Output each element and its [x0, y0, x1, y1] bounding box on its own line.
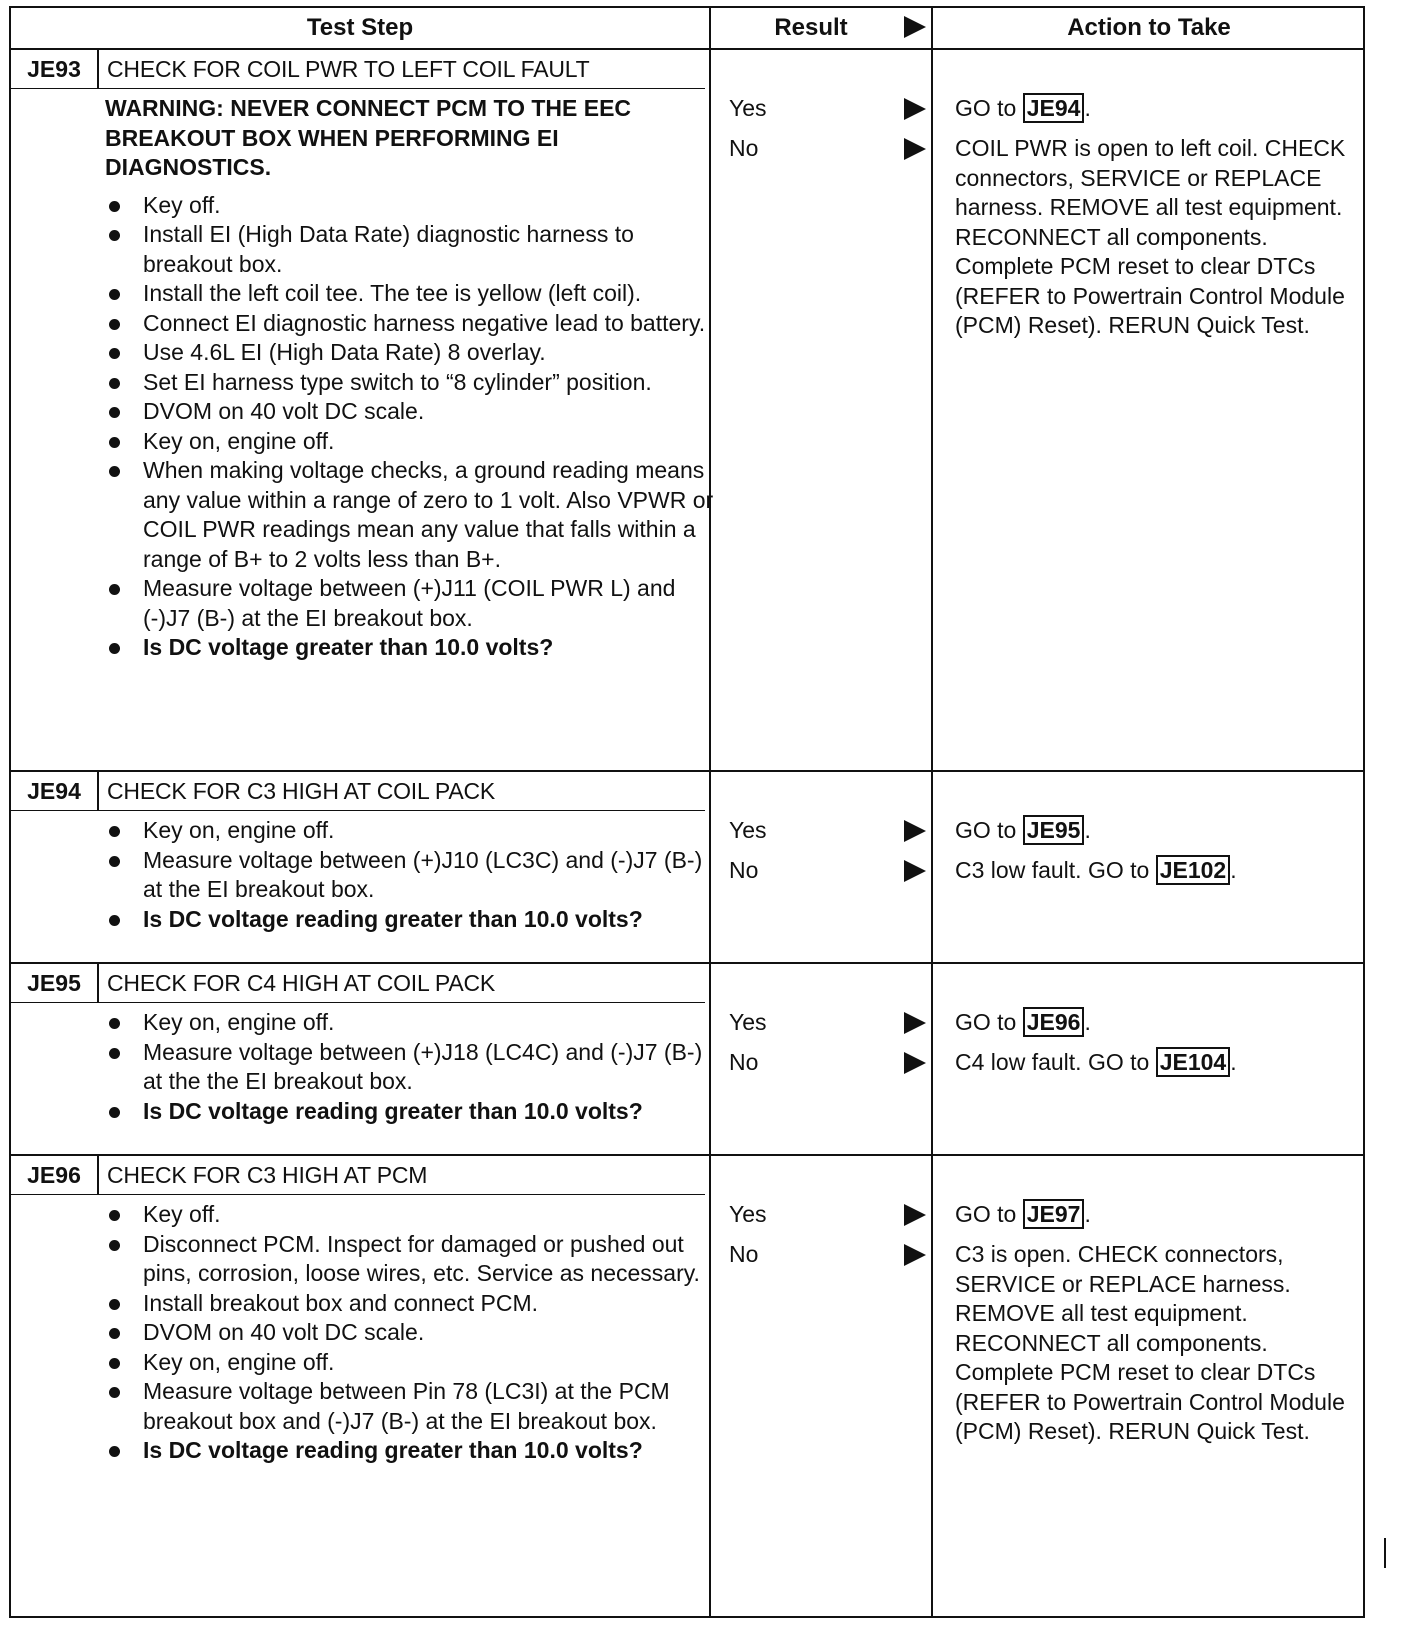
header-action: Action to Take — [1067, 14, 1231, 41]
arrow-right-icon — [904, 820, 926, 842]
result-yes: Yes — [729, 1009, 767, 1035]
list-item: Install EI (High Data Rate) diagnostic harness to breakout box. — [99, 220, 719, 279]
id-separator — [97, 962, 99, 1002]
question-item: Is DC voltage greater than 10.0 volts? — [99, 633, 719, 663]
result-yes: Yes — [729, 95, 767, 121]
id-separator — [97, 48, 99, 88]
bullet-icon — [109, 1048, 120, 1059]
action-yes: GO to JE96 . — [955, 1009, 1091, 1035]
step-ref-link[interactable]: JE96 — [1023, 1007, 1085, 1037]
step-ref-link[interactable]: JE95 — [1023, 815, 1085, 845]
list-item: When making voltage checks, a ground reading means any value within a range of zero to 1 volt. Also VPWR or COIL PWR readings mean any value that falls within a range of B+ to 2 volts less than B+. — [99, 456, 719, 574]
list-item: Key off. — [99, 1200, 719, 1230]
bullet-icon — [109, 856, 120, 867]
step-ref-link[interactable]: JE104 — [1156, 1047, 1231, 1077]
list-item: Key off. — [99, 191, 719, 221]
result-no: No — [729, 1241, 759, 1267]
bullet-icon — [109, 437, 120, 448]
bullet-icon — [109, 319, 120, 330]
bullet-icon — [109, 230, 120, 241]
action-yes: GO to JE95 . — [955, 817, 1091, 843]
result-yes: Yes — [729, 1201, 767, 1227]
step-instructions — [99, 94, 719, 663]
step-id: JE94 — [27, 778, 81, 804]
list-item: Key on, engine off. — [99, 816, 719, 846]
list-item: Disconnect PCM. Inspect for damaged or pushed out pins, corrosion, loose wires, etc. Service as necessary. — [99, 1230, 719, 1289]
list-item: Connect EI diagnostic harness negative lead to battery. — [99, 309, 719, 339]
bullet-icon — [109, 1210, 120, 1221]
id-separator — [97, 1154, 99, 1194]
result-no: No — [729, 1049, 759, 1075]
arrow-right-icon — [904, 1052, 926, 1074]
arrow-right-icon — [904, 1204, 926, 1226]
diagnostic-table — [9, 6, 1365, 1618]
bullet-icon — [109, 466, 120, 477]
bullet-icon — [109, 1446, 120, 1457]
question-item: Is DC voltage reading greater than 10.0 volts? — [99, 1097, 719, 1127]
arrow-right-icon — [904, 860, 926, 882]
bullet-icon — [109, 1240, 120, 1251]
bullet-icon — [109, 201, 120, 212]
title-underline — [11, 1002, 705, 1003]
step-title: CHECK FOR C3 HIGH AT PCM — [107, 1162, 428, 1188]
id-separator — [97, 770, 99, 810]
list-item: Use 4.6L EI (High Data Rate) 8 overlay. — [99, 338, 719, 368]
action-yes: GO to JE94 . — [955, 95, 1091, 121]
arrow-right-icon — [904, 138, 926, 160]
list-item: Set EI harness type switch to “8 cylinder” position. — [99, 368, 719, 398]
bullet-icon — [109, 1107, 120, 1118]
bullet-icon — [109, 1387, 120, 1398]
action-no: C4 low fault. GO to JE104 . — [955, 1049, 1237, 1075]
step-title: CHECK FOR C3 HIGH AT COIL PACK — [107, 778, 496, 804]
list-item: Install the left coil tee. The tee is yellow (left coil). — [99, 279, 719, 309]
list-item: Measure voltage between (+)J10 (LC3C) and (-)J7 (B-) at the EI breakout box. — [99, 846, 719, 905]
step-instructions — [99, 1008, 719, 1126]
header-arrow-icon — [904, 16, 926, 38]
step-title: CHECK FOR COIL PWR TO LEFT COIL FAULT — [107, 56, 590, 82]
step-ref-link[interactable]: JE94 — [1023, 93, 1085, 123]
title-underline — [11, 1194, 705, 1195]
bullet-icon — [109, 378, 120, 389]
question-item: Is DC voltage reading greater than 10.0 volts? — [99, 1436, 719, 1466]
header-test-step: Test Step — [306, 14, 414, 41]
bullet-icon — [109, 1299, 120, 1310]
action-no: COIL PWR is open to left coil. CHECK connectors, SERVICE or REPLACE harness. REMOVE all test equipment. RECONNECT all components. Complete PCM reset to clear DTCs (REFER to Powertrain Control Module (PCM) Reset). RERUN Quick Test. — [955, 135, 1346, 338]
result-no: No — [729, 135, 759, 161]
list-item: Measure voltage between (+)J11 (COIL PWR L) and (-)J7 (B-) at the EI breakout box. — [99, 574, 719, 633]
warning-text: WARNING: NEVER CONNECT PCM TO THE EEC BREAKOUT BOX WHEN PERFORMING EI DIAGNOSTICS. — [105, 95, 632, 180]
bullet-icon — [109, 915, 120, 926]
bullet-icon — [109, 348, 120, 359]
step-title: CHECK FOR C4 HIGH AT COIL PACK — [107, 970, 496, 996]
step-instructions — [99, 1200, 719, 1466]
list-item: DVOM on 40 volt DC scale. — [99, 1318, 719, 1348]
bullet-icon — [109, 1018, 120, 1029]
step-ref-link[interactable]: JE97 — [1023, 1199, 1085, 1229]
arrow-right-icon — [904, 1012, 926, 1034]
step-id: JE95 — [27, 970, 81, 996]
action-yes: GO to JE97 . — [955, 1201, 1091, 1227]
bullet-icon — [109, 1358, 120, 1369]
list-item: Measure voltage between Pin 78 (LC3I) at the PCM breakout box and (-)J7 (B-) at the EI breakout box. — [99, 1377, 719, 1436]
bullet-icon — [109, 826, 120, 837]
bullet-icon — [109, 1328, 120, 1339]
step-ref-link[interactable]: JE102 — [1156, 855, 1231, 885]
bullet-icon — [109, 407, 120, 418]
column-divider-action — [931, 8, 933, 1616]
arrow-right-icon — [904, 98, 926, 120]
action-no: C3 low fault. GO to JE102 . — [955, 857, 1237, 883]
bullet-icon — [109, 289, 120, 300]
step-instructions — [99, 816, 719, 934]
question-item: Is DC voltage reading greater than 10.0 volts? — [99, 905, 719, 935]
list-item: Key on, engine off. — [99, 427, 719, 457]
list-item: Install breakout box and connect PCM. — [99, 1289, 719, 1319]
header-result: Result — [774, 14, 848, 41]
list-item: Key on, engine off. — [99, 1008, 719, 1038]
list-item: Measure voltage between (+)J18 (LC4C) and (-)J7 (B-) at the the EI breakout box. — [99, 1038, 719, 1097]
result-yes: Yes — [729, 817, 767, 843]
title-underline — [11, 810, 705, 811]
step-id: JE93 — [27, 56, 81, 82]
step-id: JE96 — [27, 1162, 81, 1188]
title-underline — [11, 88, 705, 89]
bullet-icon — [109, 584, 120, 595]
list-item: DVOM on 40 volt DC scale. — [99, 397, 719, 427]
bullet-icon — [109, 643, 120, 654]
list-item: Key on, engine off. — [99, 1348, 719, 1378]
result-no: No — [729, 857, 759, 883]
action-no: C3 is open. CHECK connectors, SERVICE or REPLACE harness. REMOVE all test equipment. RECONNECT all components. Complete PCM reset to clear DTCs (REFER to Powertrain Control Module (PCM) Reset). RERUN Quick Test. — [955, 1241, 1345, 1444]
arrow-right-icon — [904, 1244, 926, 1266]
margin-mark — [1384, 1538, 1386, 1568]
